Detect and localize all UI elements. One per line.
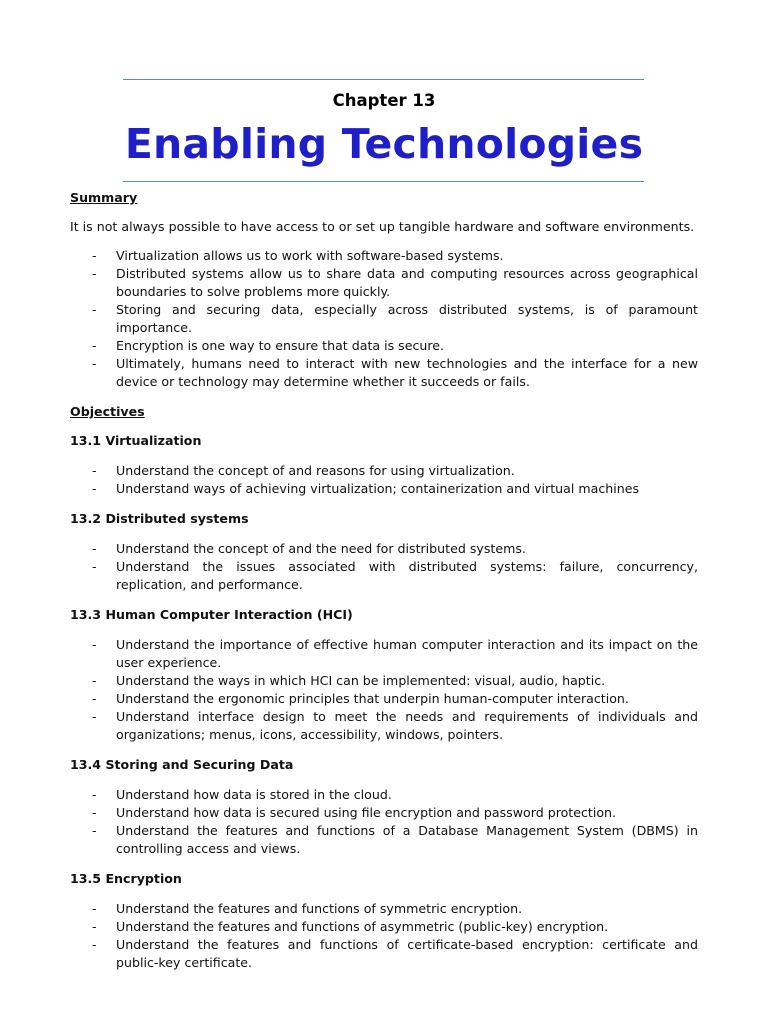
list-item: - Understand interface design to meet the needs and requirements of individuals and organizations; menus, icons, accessibility, windows, pointers. <box>92 709 698 742</box>
summary-heading: Summary <box>70 190 138 205</box>
list-item: - Understand the ergonomic principles that underpin human-computer interaction. <box>92 691 629 706</box>
section-list <box>70 786 698 858</box>
section-list <box>70 540 698 594</box>
list-item-text: Understand the importance of effective human computer interaction and its impact on the user experience. <box>116 637 698 670</box>
section-list <box>70 462 698 498</box>
list-item-text: Understand ways of achieving virtualization; containerization and virtual machines <box>116 481 640 496</box>
list-item: - Understand the features and functions of a Database Management System (DBMS) in controlling access and views. <box>92 823 698 856</box>
document-body <box>70 189 698 972</box>
list-item-text: Understand the issues associated with distributed systems: failure, concurrency, replication, and performance. <box>116 559 698 592</box>
summary-intro: It is not always possible to have access to or set up tangible hardware and software environments. <box>70 219 695 234</box>
summary-list <box>70 247 698 391</box>
list-item-text: Understand the concept of and the need for distributed systems. <box>116 541 526 556</box>
list-item: - Understand the ways in which HCI can be implemented: visual, audio, haptic. <box>92 673 606 688</box>
list-item: - Understand the features and functions of symmetric encryption. <box>92 901 523 916</box>
list-item-text: Understand the ergonomic principles that underpin human-computer interaction. <box>116 691 629 706</box>
header-bottom-rule <box>123 181 644 182</box>
list-item-text: Ultimately, humans need to interact with new technologies and the interface for a new device or technology may determine whether it succeeds or fails. <box>116 356 698 389</box>
list-item-text: Virtualization allows us to work with software-based systems. <box>116 248 504 263</box>
list-item-text: Understand how data is secured using file encryption and password protection. <box>116 805 617 820</box>
section-title: 13.2 Distributed systems <box>70 511 249 526</box>
list-item: - Understand how data is stored in the cloud. <box>92 787 392 802</box>
chapter-label: Chapter 13 <box>332 91 436 110</box>
list-item-text: Understand the features and functions of symmetric encryption. <box>116 901 523 916</box>
section-title: 13.5 Encryption <box>70 871 182 886</box>
list-item: - Encryption is one way to ensure that data is secure. <box>92 338 445 353</box>
list-item-text: Understand the ways in which HCI can be implemented: visual, audio, haptic. <box>116 673 606 688</box>
list-item-text: Understand the features and functions of a Database Management System (DBMS) in controlling access and views. <box>116 823 698 856</box>
list-item: - Understand ways of achieving virtualization; containerization and virtual machines <box>92 481 640 496</box>
list-item: - Understand the concept of and reasons for using virtualization. <box>92 463 515 478</box>
list-item-text: Encryption is one way to ensure that data is secure. <box>116 338 445 353</box>
section-title: 13.4 Storing and Securing Data <box>70 757 294 772</box>
list-item: - Distributed systems allow us to share data and computing resources across geographical boundaries to solve problems more quickly. <box>92 266 698 299</box>
list-item-text: Understand the features and functions of certificate-based encryption: certificate and public-key certificate. <box>116 937 698 970</box>
list-item-text: Distributed systems allow us to share data and computing resources across geographical boundaries to solve problems more quickly. <box>116 266 698 299</box>
list-item: - Ultimately, humans need to interact with new technologies and the interface for a new device or technology may determine whether it succeeds or fails. <box>92 356 698 389</box>
list-item-text: Storing and securing data, especially across distributed systems, is of paramount importance. <box>116 302 698 335</box>
list-item-text: Understand the concept of and reasons for using virtualization. <box>116 463 515 478</box>
list-item: - Understand the concept of and the need for distributed systems. <box>92 541 526 556</box>
header-top-rule <box>123 79 644 80</box>
section-title: 13.1 Virtualization <box>70 433 202 448</box>
list-item: - Understand the features and functions of asymmetric (public-key) encryption. <box>92 919 609 934</box>
objectives-heading: Objectives <box>70 404 145 419</box>
list-item: - Understand the issues associated with distributed systems: failure, concurrency, replication, and performance. <box>92 559 698 592</box>
list-item: - Understand the features and functions of certificate-based encryption: certificate and public-key certificate. <box>92 937 698 970</box>
list-item: - Virtualization allows us to work with software-based systems. <box>92 248 504 263</box>
section-list <box>70 900 698 972</box>
list-item-text: Understand how data is stored in the cloud. <box>116 787 392 802</box>
section-title: 13.3 Human Computer Interaction (HCI) <box>70 607 353 622</box>
list-item-text: Understand interface design to meet the needs and requirements of individuals and organizations; menus, icons, accessibility, windows, pointers. <box>116 709 698 742</box>
chapter-title: Enabling Technologies <box>124 120 644 168</box>
list-item: - Storing and securing data, especially across distributed systems, is of paramount importance. <box>92 302 698 335</box>
list-item: - Understand how data is secured using file encryption and password protection. <box>92 805 617 820</box>
list-item: - Understand the importance of effective human computer interaction and its impact on the user experience. <box>92 637 698 670</box>
list-item-text: Understand the features and functions of asymmetric (public-key) encryption. <box>116 919 609 934</box>
section-list <box>70 636 698 744</box>
